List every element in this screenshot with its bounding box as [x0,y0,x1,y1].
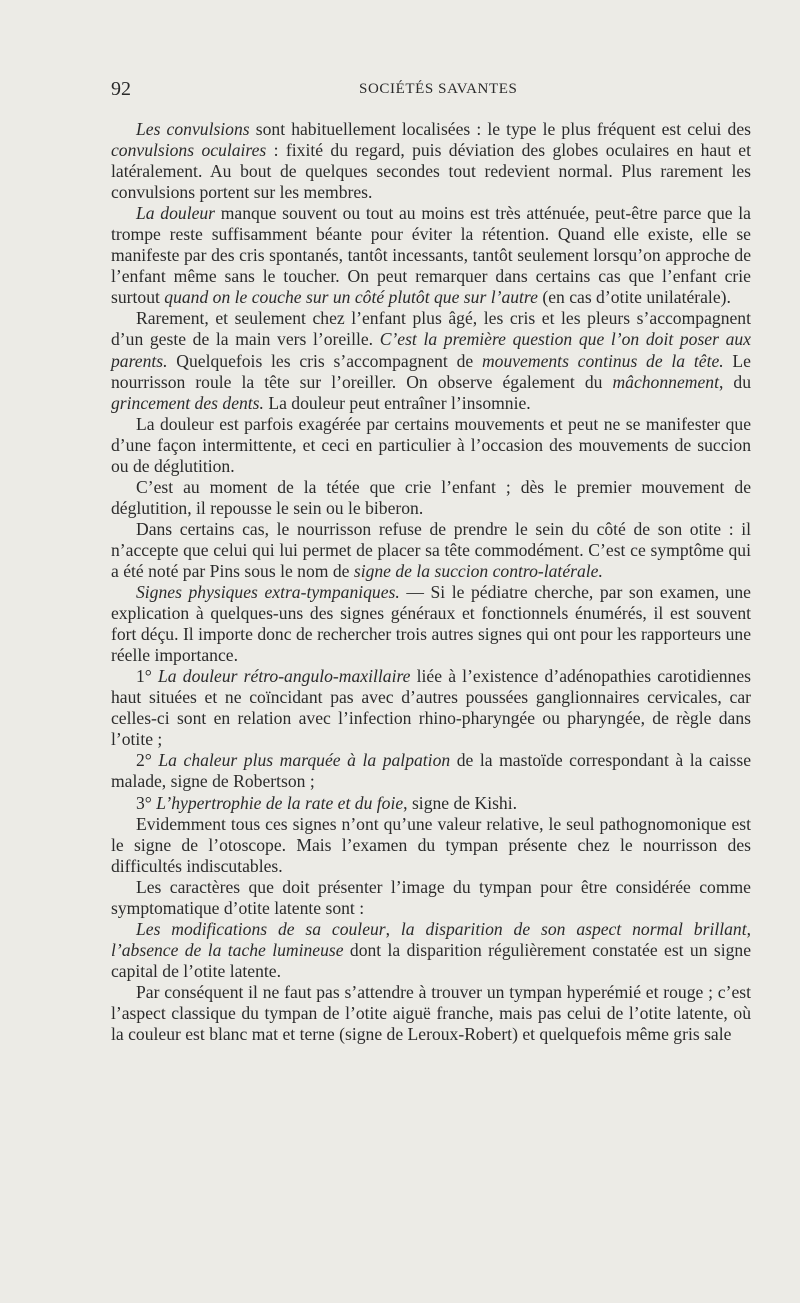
italic-run: mâchonnement [612,371,719,392]
italic-run: signe de la succion contro-latérale. [353,560,603,581]
italic-run: La douleur [136,203,216,224]
body-paragraph [111,308,751,413]
italic-run: quand on le couche sur un côté plutôt que sur l’autre [164,287,538,308]
text-run: manque souvent ou tout au moins est très atténuée, peut-être parce que la trompe reste suffisamment béante pour éviter la rétention. Quand elle existe, elle se manifeste par des cris spontanés, tantôt incessants, tantôt seulement lorsqu’on approche de l’enfant même sans le toucher. On peut remarquer dans certains cas que l’enfant crie surtout [111,203,751,308]
text-run: Par conséquent il ne faut pas s’attendre à trouver un tympan hyperémié et rouge ; c’est l’aspect classique du tympan de l’otite aiguë franche, mais pas celui de l’otite latente, où la couleur est blanc mat et terne (signe de Leroux-Robert) et quelquefois même gris sale [111,981,751,1045]
text-run: 2° [136,750,159,771]
text-run: 1° [136,666,159,687]
text-run: , [746,918,752,939]
italic-run: C’est la première question que l’on doit poser aux parents. [111,329,751,371]
article-body [111,119,751,1045]
italic-run: mouvements continus de la tête. [481,350,724,371]
text-run: La douleur peut entraîner l’insomnie. [263,392,531,413]
body-paragraph [111,519,751,582]
text-run: , [385,918,401,939]
body-paragraph [111,919,751,982]
body-paragraph [111,666,751,750]
page-number: 92 [111,78,131,100]
italic-run: l’absence de la tache lumineuse [111,939,344,960]
text-run: de la mastoïde correspondant à la caisse malade, signe de Robertson ; [111,750,751,792]
body-paragraph [111,414,751,477]
text-run: Rarement, et seulement chez l’enfant plus âgé, les cris et les pleurs s’accompagnent d’un geste de la main vers l’oreille. [111,308,751,350]
body-paragraph [111,814,751,877]
body-paragraph [111,793,751,814]
italic-run: Les modifications de sa couleur [136,918,386,939]
text-run: Le nourrisson roule la tête sur l’oreiller. On observe également du [111,350,751,392]
italic-run: L’hypertrophie de la rate et du foie [156,792,404,813]
running-head: SOCIÉTÉS SAVANTES [359,81,518,97]
text-run: 3° [136,792,157,813]
italic-run: Les convulsions [136,119,250,139]
italic-run: convulsions oculaires [111,140,267,161]
text-run: : fixité du regard, puis déviation des globes oculaires en haut et latéralement. Au bout de quelques secondes tout redevient normal. Plus rarement les convulsions portent sur les membres. [111,140,751,203]
italic-run: la disparition de son aspect normal brillant [400,918,747,939]
italic-run: La chaleur plus marquée à la palpation [158,750,451,771]
text-run: , du [718,371,751,392]
body-paragraph [111,982,751,1045]
text-run: dont la disparition régulièrement constatée est un signe capital de l’otite latente. [111,939,752,981]
text-run: — Si le pédiatre cherche, par son examen, une explication à quelques-uns des signes généraux et fonctionnels énumérés, il est souvent fort déçu. Il importe donc de rechercher trois autres signes qui ont pour les rapporteurs une réelle importance. [111,582,751,666]
text-run: Les caractères que doit présenter l’image du tympan pour être considérée comme symptomatique d’otite latente sont : [111,876,751,918]
text-run: Dans certains cas, le nourrisson refuse de prendre le sein du côté de son otite : il n’accepte que celui qui lui permet de placer sa tête commodément. C’est ce symptôme qui a été noté par Pins sous le nom de [111,518,751,581]
text-run: , signe de Kishi. [403,792,518,813]
page-header [111,78,751,102]
italic-run: Signes physiques extra-tympaniques. [136,582,400,603]
text-run: C’est au moment de la tétée que crie l’enfant ; dès le premier mouvement de déglutition, il repousse le sein ou le biberon. [111,476,751,518]
italic-run: grincement des dents. [111,392,264,413]
body-paragraph [111,203,751,308]
text-run: La douleur est parfois exagérée par certains mouvements et peut ne se manifester que d’une façon intermittente, et ceci en particulier à l’occasion des mouvements de succion ou de déglutition. [111,413,751,476]
body-paragraph [111,119,751,203]
italic-run: La douleur rétro-angulo-maxillaire [158,666,411,687]
body-paragraph [111,750,751,792]
body-paragraph [111,582,751,666]
body-paragraph [111,877,751,919]
text-run: Quelquefois les cris s’accompagnent de [167,350,482,371]
text-run: sont habituellement localisées : le type le plus fréquent est celui des [249,119,751,139]
text-run: (en cas d’otite unilatérale). [537,287,731,308]
body-paragraph [111,477,751,519]
text-run: Evidemment tous ces signes n’ont qu’une valeur relative, le seul pathognomonique est le signe de l’otoscope. Mais l’examen du tympan présente chez le nourrisson des difficultés indiscutables. [111,813,751,876]
text-run: liée à l’existence d’adénopathies carotidiennes haut situées et ne coïncidant pas avec d’autres poussées ganglionnaires cervicales, car celles-ci sont en relation avec l’infection rhino-pharyngée ou pharyngée, de règle dans l’otite ; [111,666,752,750]
